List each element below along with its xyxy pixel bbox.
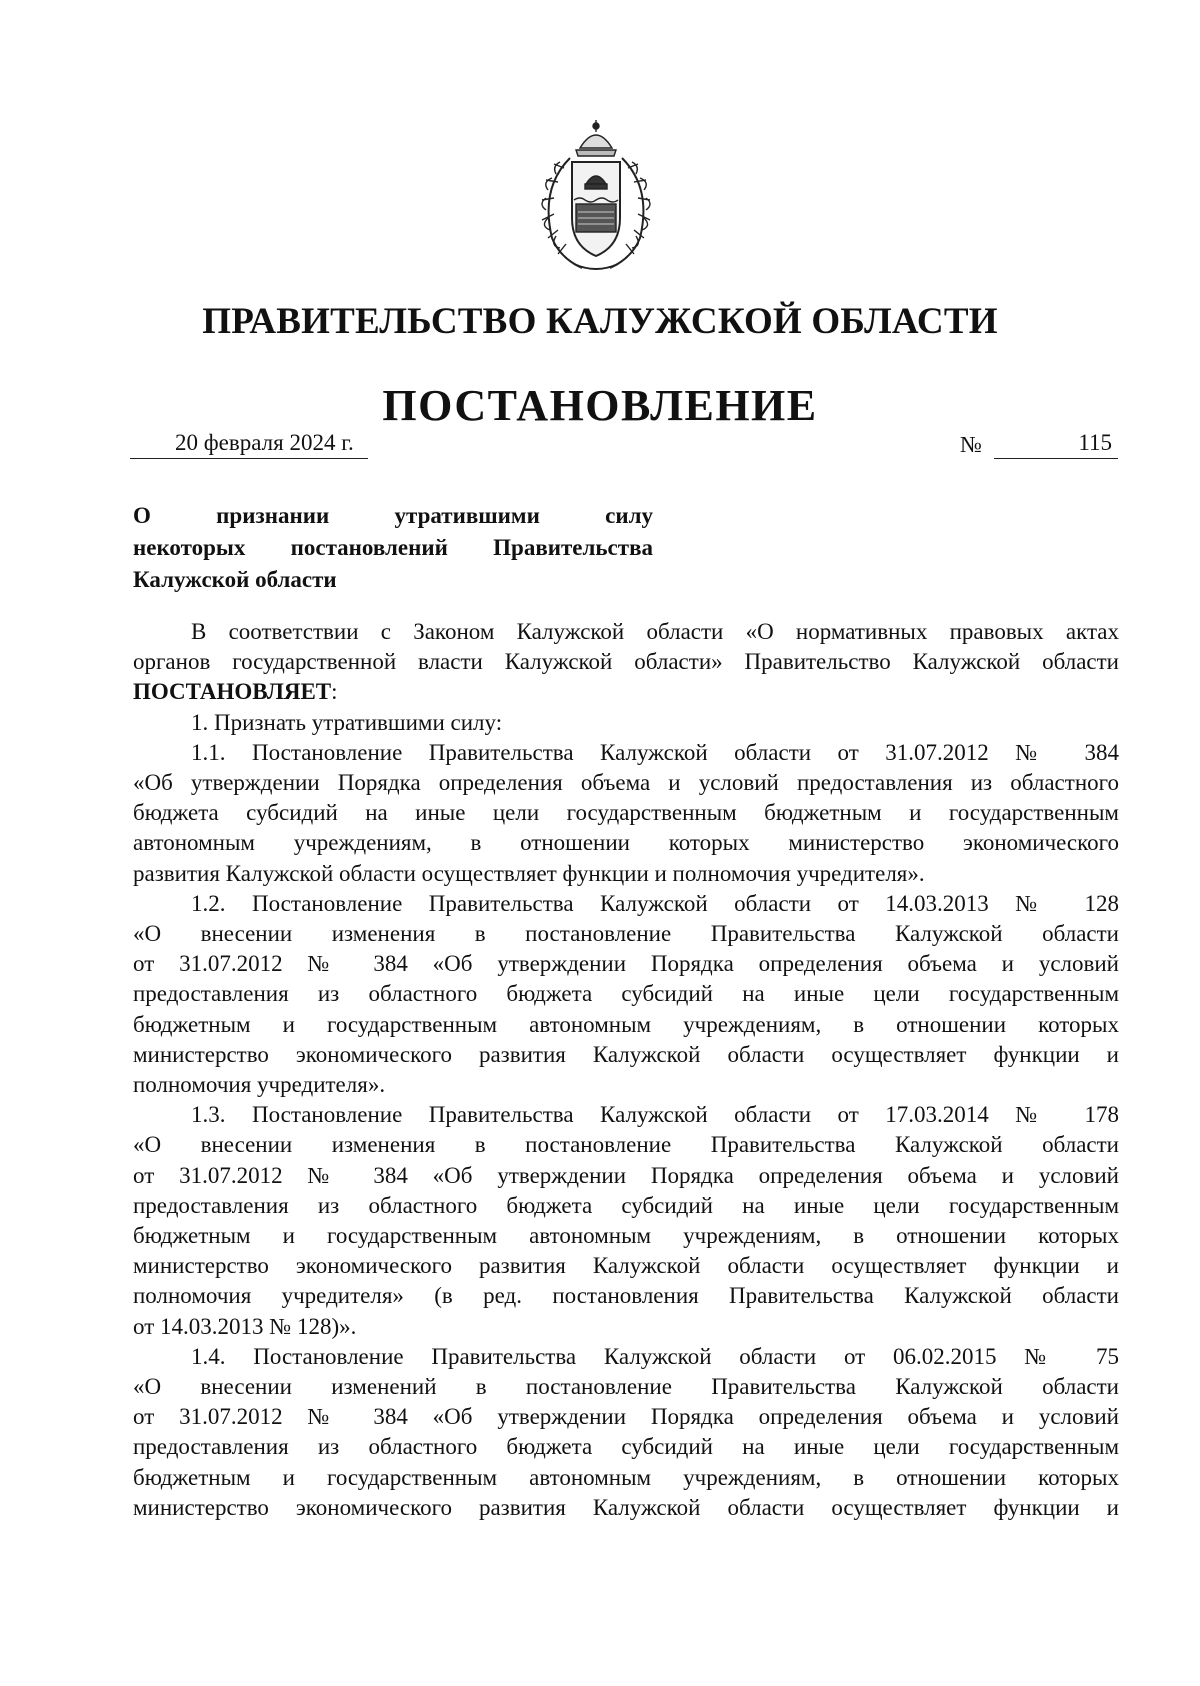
document-type-title: ПОСТАНОВЛЕНИЕ: [382, 381, 818, 430]
subject-line: О признании утратившими силу: [133, 503, 653, 528]
paragraph-line: полномочия учредителя» (в ред. постановления Правительства Калужской области: [133, 1283, 1119, 1309]
organization-title: ПРАВИТЕЛЬСТВО КАЛУЖСКОЙ ОБЛАСТИ: [202, 301, 998, 342]
preamble-line: В соответствии с Законом Калужской области «О нормативных правовых актах: [191, 619, 1119, 644]
paragraph-line: 1.4. Постановление Правительства Калужской области от 06.02.2015 № 75: [191, 1343, 1119, 1369]
paragraph-line: 1.1. Постановление Правительства Калужской области от 31.07.2012 № 384: [191, 739, 1119, 765]
decree-line: [133, 677, 1119, 707]
paragraph-line: бюджетным и государственным автономным учреждениям, в отношении которых: [133, 1011, 1119, 1037]
paragraph-line: «О внесении изменения в постановление Правительства Калужской области: [133, 921, 1119, 947]
paragraph-line: «Об утверждении Порядка определения объема и условий предоставления из областного: [133, 770, 1119, 796]
preamble-line: органов государственной власти Калужской области» Правительство Калужской области: [133, 649, 1119, 675]
paragraph-line: бюджетным и государственным автономным учреждениям, в отношении которых: [133, 1464, 1119, 1490]
document-body: [133, 617, 1119, 1523]
paragraph-line: «О внесении изменений в постановление Правительства Калужской области: [133, 1374, 1119, 1400]
coat-of-arms-icon: [530, 118, 662, 276]
paragraph-line: министерство экономического развития Калужской области осуществляет функции и: [133, 1041, 1119, 1067]
paragraph-line: от 31.07.2012 № 384 «Об утверждении Порядка определения объема и условий: [133, 1404, 1119, 1430]
decree-punct: :: [331, 679, 338, 705]
paragraph-line: автономным учреждениям, в отношении которых министерство экономического: [133, 830, 1119, 856]
paragraph-line: 1.2. Постановление Правительства Калужской области от 14.03.2013 № 128: [191, 890, 1119, 916]
number-label: №: [960, 432, 982, 457]
paragraph-line: министерство экономического развития Калужской области осуществляет функции и: [133, 1253, 1119, 1279]
paragraph-line: «О внесении изменения в постановление Правительства Калужской области: [133, 1132, 1119, 1158]
document-number: 115: [994, 428, 1118, 459]
paragraph-line: бюджета субсидий на иные цели государственным бюджетным и государственным: [133, 800, 1119, 826]
subject-line: Калужской области: [133, 567, 337, 592]
paragraph-line: от 31.07.2012 № 384 «Об утверждении Порядка определения объема и условий: [133, 1162, 1119, 1188]
document-date: 20 февраля 2024 г.: [130, 428, 368, 459]
document-subject: [133, 500, 653, 596]
paragraph-line: предоставления из областного бюджета субсидий на иные цели государственным: [133, 1434, 1119, 1460]
paragraph-line: от 14.03.2013 № 128)».: [133, 1313, 357, 1339]
paragraph-line: бюджетным и государственным автономным учреждениям, в отношении которых: [133, 1223, 1119, 1249]
paragraph-line: предоставления из областного бюджета субсидий на иные цели государственным: [133, 981, 1119, 1007]
decree-word: ПОСТАНОВЛЯЕТ: [133, 679, 332, 705]
paragraph-line: развития Калужской области осуществляет функции и полномочия учредителя».: [133, 860, 925, 886]
paragraph-line: предоставления из областного бюджета субсидий на иные цели государственным: [133, 1192, 1119, 1218]
paragraph-line: министерство экономического развития Калужской области осуществляет функции и: [133, 1494, 1119, 1520]
paragraph-line: от 31.07.2012 № 384 «Об утверждении Порядка определения объема и условий: [133, 951, 1119, 977]
paragraph-line: 1.3. Постановление Правительства Калужской области от 17.03.2014 № 178: [191, 1102, 1119, 1128]
paragraph-line: полномочия учредителя».: [133, 1072, 386, 1098]
item-1: 1. Признать утратившими силу:: [191, 709, 503, 735]
paragraph-list: [133, 738, 1119, 1523]
subject-line: некоторых постановлений Правительства: [133, 535, 653, 560]
